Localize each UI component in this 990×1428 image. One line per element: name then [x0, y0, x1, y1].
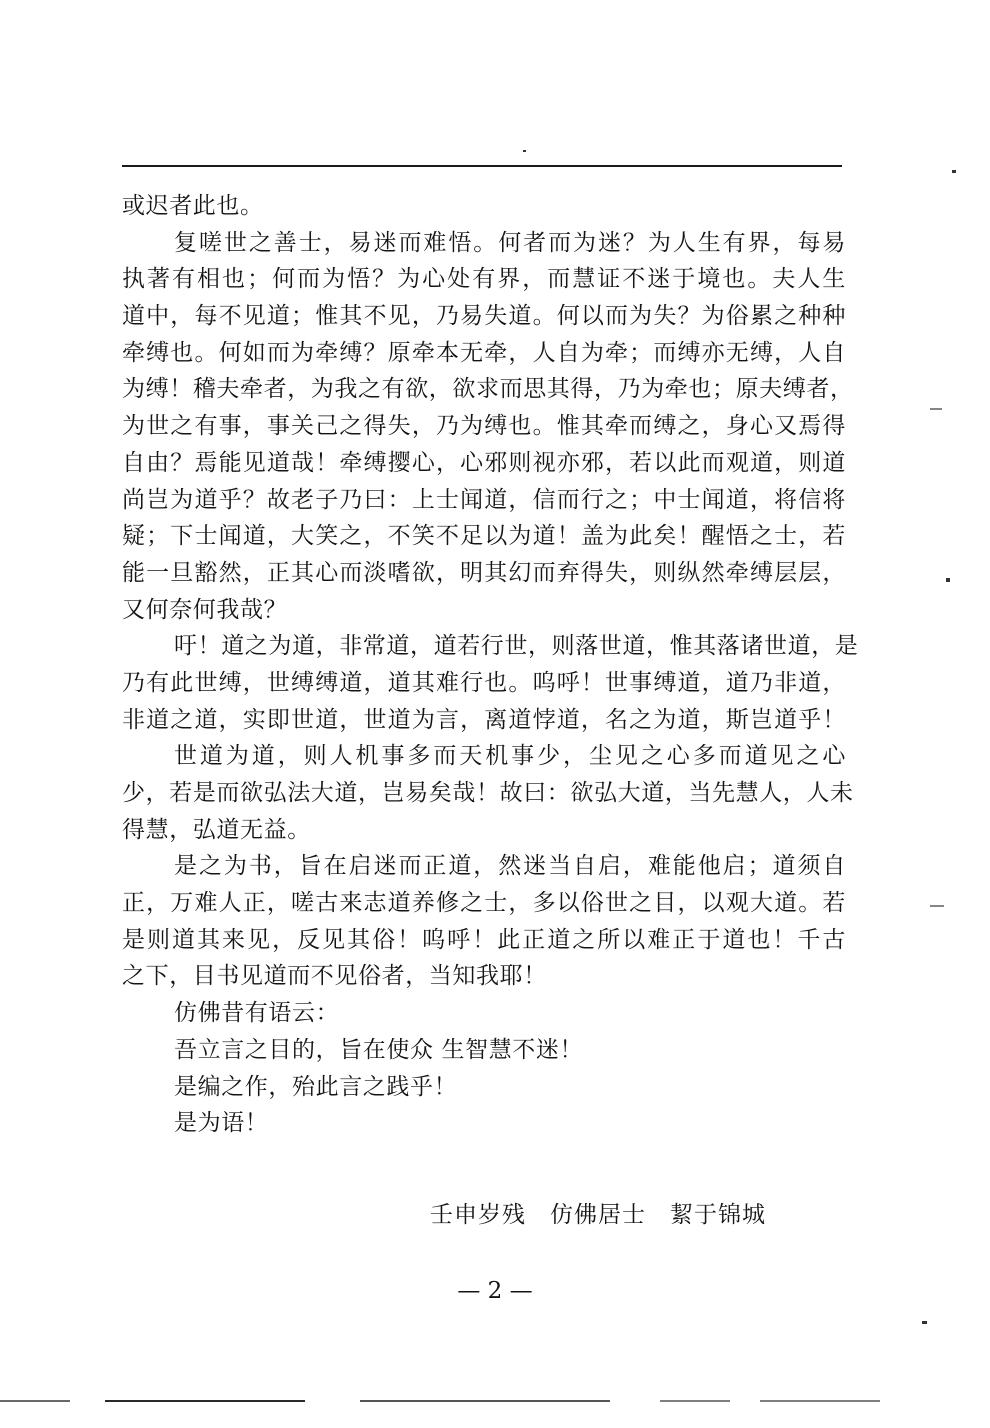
scan-speck — [946, 578, 950, 582]
text-line: 是为语！ — [174, 1110, 269, 1137]
text-line: 吾立言之目的，旨在使众 生智慧不迷！ — [174, 1036, 584, 1063]
text-line: 尚岂为道乎？故老子乃曰：上士闻道，信而行之；中士闻道，将信将 — [122, 486, 846, 513]
scan-edge-mark — [360, 1400, 610, 1402]
text-line: 能一旦豁然，正其心而淡嗜欲，明其幻而弃得失，则纵然牵缚层层， — [122, 559, 846, 586]
text-line: 为缚！稽夫牵者，为我之有欲，欲求而思其得，乃为牵也；原夫缚者， — [122, 376, 854, 403]
text-line: 非道之道，实即世道，世道为言，离道悖道，名之为道，斯岂道乎！ — [122, 706, 846, 733]
text-line: 是编之作，殆此言之践乎！ — [174, 1073, 458, 1100]
scan-edge-mark — [105, 1400, 305, 1402]
text-line: 世道为道，则人机事多而天机事少，尘见之心多而道见之心 — [174, 743, 846, 770]
text-line: 吁！道之为道，非常道，道若行世，则落世道，惟其落诸世道，是 — [174, 633, 859, 660]
text-line: 少，若是而欲弘法大道，岂易矣哉！故曰：欲弘大道，当先慧人，人未 — [122, 780, 854, 806]
text-line: 仿佛昔有语云： — [174, 1000, 340, 1027]
scan-edge-mark — [660, 1400, 730, 1402]
text-line: 是之为书，旨在启迷而正道，然迷当自启，难能他启；道须自 — [174, 853, 846, 880]
text-line: 为世之有事，事关己之得失，乃为缚也。惟其牵而缚之，身心又焉得 — [122, 413, 846, 440]
text-line: 又何奈何我哉？ — [122, 596, 288, 623]
scan-speck — [952, 170, 956, 173]
scan-edge-mark — [0, 1400, 70, 1402]
page-number: — 2 — — [457, 1278, 533, 1304]
text-line: 执著有相也；何而为悟？为心处有界，而慧证不迷于境也。夫人生 — [122, 266, 846, 293]
signature: 壬申岁残 仿佛居士 絜于锦城 — [430, 1202, 766, 1228]
text-line: 正，万难人正，嗟古来志道养修之士，多以俗世之目，以观大道。若 — [122, 890, 846, 917]
text-line: 得慧，弘道无益。 — [122, 816, 311, 843]
scan-edge-mark — [760, 1400, 880, 1402]
text-line: 或迟者此也。 — [122, 193, 264, 219]
text-line: 乃有此世缚，世缚缚道，道其难行也。呜呼！世事缚道，道乃非道， — [122, 669, 846, 696]
text-line: 牵缚也。何如而为牵缚？原牵本无牵，人自为牵；而缚亦无缚，人自 — [122, 339, 846, 366]
scan-speck — [930, 408, 942, 410]
text-line: 道中，每不见道；惟其不见，乃易失道。何以而为失？为俗累之种种 — [122, 303, 846, 330]
text-line: 复嗟世之善士，易迷而难悟。何者而为迷？为人生有界，每易 — [174, 229, 846, 256]
scan-speck — [930, 905, 944, 907]
text-line: 自由？焉能见道哉！牵缚撄心，心邪则视亦邪，若以此而观道，则道 — [122, 449, 846, 476]
text-line: 之下，目书见道而不见俗者，当知我耶！ — [122, 963, 547, 990]
header-rule — [122, 165, 842, 167]
body-text — [122, 188, 859, 1142]
scan-speck — [523, 150, 526, 152]
text-line: 疑；下士闻道，大笑之，不笑不足以为道！盖为此矣！醒悟之士，若 — [122, 523, 846, 550]
scan-speck — [922, 1321, 927, 1324]
text-line: 是则道其来见，反见其俗！呜呼！此正道之所以难正于道也！千古 — [122, 926, 846, 953]
